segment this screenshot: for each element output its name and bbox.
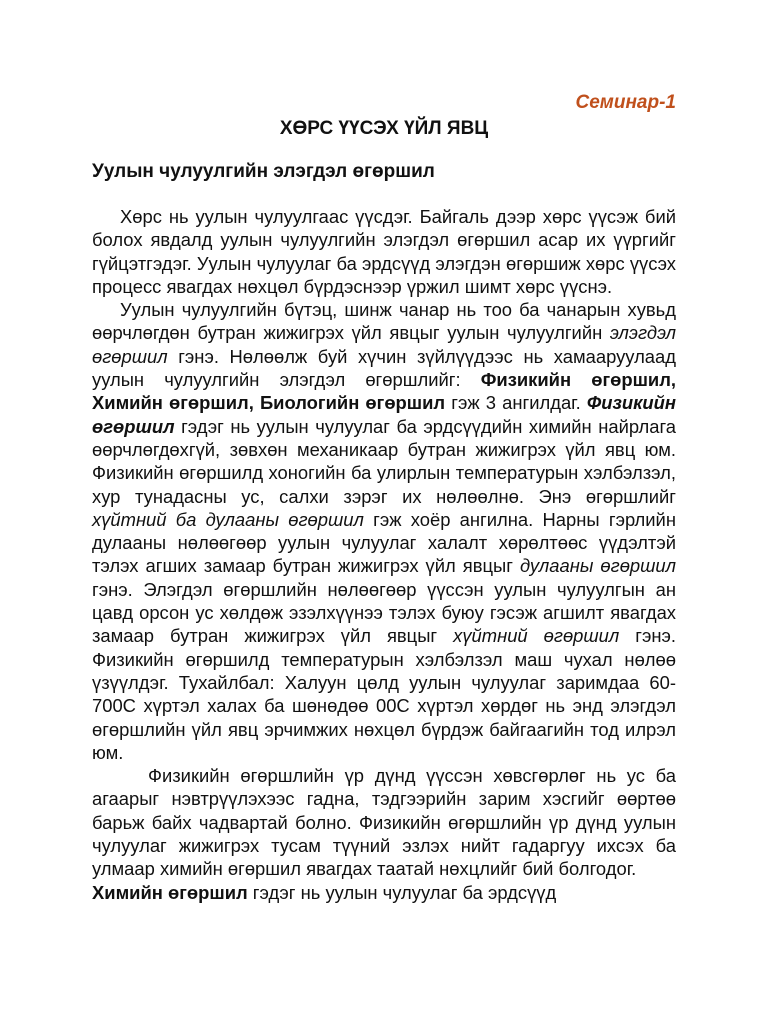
paragraph-2-text-5: гэж хоёр ангилна. Нарны гэрлийн дулааны нөлөөгөөр уулын чулуулаг халалт хөрөлтөөс үүдэлтэй тэлэх агших замаар бутран жижигрэх үйл явцыг (92, 508, 676, 577)
paragraph-2-text-6: гэнэ. Элэгдэл өгөршлийн нөлөөгөөр үүссэн уулын чулуулгын ан цавд орсон ус хөлдөж эзэлхүүнээ тэлэх буюу гэсэж агшилт явагдах замаар бутран жижигрэх үйл явцыг (92, 578, 676, 647)
paragraph-2-text-1: Уулын чулуулгийн бүтэц, шинж чанар нь тоо ба чанарын хувьд өөрчлөгдөн бутран жижигрэх үйл явцыг уулын чулуулгийн (92, 299, 676, 344)
paragraph-1-text: Хөрс нь уулын чулуулгаас үүсдэг. Байгаль дээр хөрс үүсэж бий болох явдалд уулын чулуулгийн элэгдэл өгөршил асар их үүргийг гүйцэтгэдэг. Уулын чулуулаг ба эрдсүүд элэгдэн өгөршиж хөрс үүсэх процесс явагдах нөхцөл бүрдэснээр үржил шимт хөрс үүснэ. (92, 206, 676, 297)
paragraph-2-text-7: гэнэ. Физикийн өгөршилд температурын хэлбэлзэл маш чухал нөлөө үзүүлдэг. Тухайлбал: Халуун цөлд уулын чулуулаг заримдаа 60-700С хүртэл халах ба шөнөдөө 00С хүртэл хөрдөг нь энд элэгдэл өгөршлийн үйл явц эрчимжих нөхцөл бүрдэж байгаагийн тод илрэл юм. (92, 625, 676, 763)
term-physical-weathering: Физикийн өгөршил (92, 392, 676, 437)
paragraph-1 (92, 205, 676, 298)
paragraph-3 (92, 764, 676, 880)
term-thermal-weathering: дулааны өгөршил (519, 555, 677, 577)
term-frost-weathering: хүйтний өгөршил (453, 625, 620, 647)
term-weathering-italic: элэгдэл өгөршил (92, 322, 676, 367)
section-heading: Уулын чулуулгийн элэгдэл өгөршил (92, 161, 435, 182)
term-cold-warm-weathering: хүйтний ба дулааны өгөршил (92, 508, 364, 530)
document-body (92, 205, 676, 904)
weathering-types-bold: Физикийн өгөршил, Химийн өгөршил, Биологийн өгөршил (92, 369, 676, 414)
paragraph-2-text-2: гэнэ. Нөлөөлж буй хүчин зүйлүүдээс нь хамааруулаад уулын чулуулгийн элэгдэл өгөршлийг: (92, 345, 676, 391)
paragraph-4-text: гэдэг нь уулын чулуулаг ба эрдсүүд (247, 881, 557, 903)
paragraph-2 (92, 298, 676, 764)
paragraph-2-text-4: гэдэг нь уулын чулуулаг ба эрдсүүдийн химийн найрлага өөрчлөгдөхгүй, зөвхөн механикаар бутран жижигрэх үйл явц юм. Физикийн өгөршилд хоногийн ба улирлын температурын хэлбэлзэл, хур тунадасны ус, салхи зэрэг их нөлөөлнө. Энэ өгөршлийг (92, 415, 676, 507)
paragraph-3-text: Физикийн өгөршлийн үр дүнд үүссэн хөвсгөрлөг нь ус ба агаарыг нэвтрүүлэхээс гадна, тэдгээрийн зарим хэсгийг өөртөө барьж байх чадвартай болно. Физикийн өгөршлийн үр дүнд уулын чулуулаг жижигрэх тусам түүний эзлэх нийт гадаргуу ихсэх ба улмаар химийн өгөршил явагдах таатай нөхцлийг бий болгодог. (92, 765, 676, 880)
document-title: ХӨРС ҮҮСЭХ ҮЙЛ ЯВЦ (279, 118, 489, 139)
paragraph-2-text-3: гэж 3 ангилдаг. (445, 392, 587, 414)
term-chemical-weathering: Химийн өгөршил (92, 881, 248, 903)
paragraph-4 (92, 881, 676, 904)
seminar-label: Семинар-1 (575, 92, 676, 113)
